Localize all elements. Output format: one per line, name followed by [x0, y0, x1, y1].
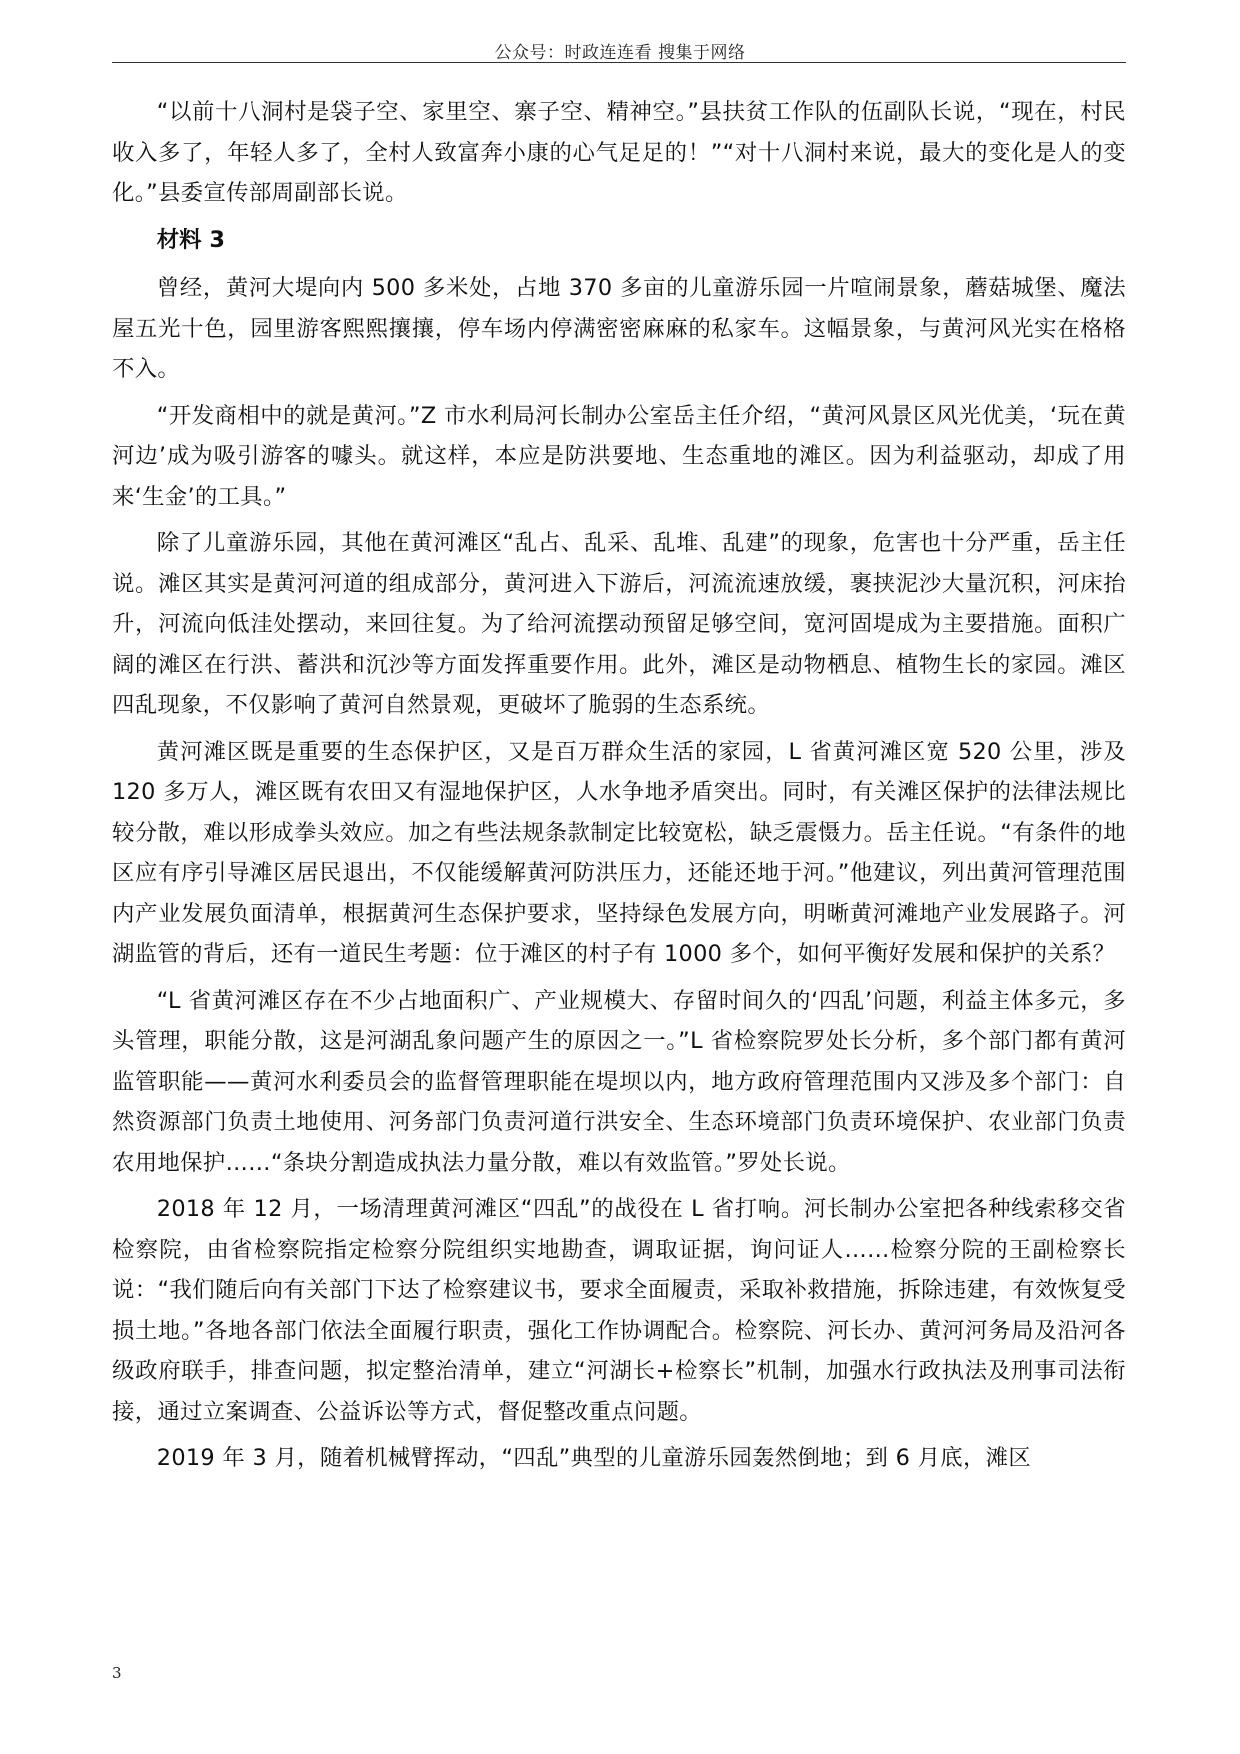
- header-divider: [112, 62, 1126, 63]
- page-header: 公众号：时政连连看 搜集于网络: [494, 43, 746, 63]
- page-number: 3: [112, 1664, 122, 1682]
- paragraph-3: “开发商相中的就是黄河。”Z 市水利局河长制办公室岳主任介绍，“黄河风景区风光优美，‘玩在黄河边’成为吸引游客的噱头。就这样，本应是防洪要地、生态重地的滩区。因为利益驱动，却成了用来‘生金’的工具。”: [112, 402, 1126, 510]
- paragraph-8: 2019 年 3 月，随着机械臂挥动，“四乱”典型的儿童游乐园轰然倒地；到 6 月底，滩区: [156, 1445, 1032, 1471]
- paragraph-2: 曾经，黄河大堤向内 500 多米处，占地 370 多亩的儿童游乐园一片喧闹景象，蘑菇城堡、魔法屋五光十色，园里游客熙熙攘攘，停车场内停满密密麻麻的私家车。这幅景象，与黄河风光实在格格不入。: [112, 275, 1126, 382]
- section-heading-material-3: 材料 3: [156, 226, 225, 253]
- paragraph-5: 黄河滩区既是重要的生态保护区，又是百万群众生活的家园，L 省黄河滩区宽 520 公里，涉及 120 多万人，滩区既有农田又有湿地保护区，人水争地矛盾突出。同时，有关滩区保护的法律法规比较分散，难以形成拳头效应。加之有些法规条款制定比较宽松，缺乏震慑力。岳主任说。“有条件的地区应有序引导滩区居民退出，不仅能缓解黄河防洪压力，还能还地于河。”他建议，列出黄河管理范围内产业发展负面清单，根据黄河生态保护要求，坚持绿色发展方向，明晰黄河滩地产业发展路子。河湖监管的背后，还有一道民生考题：位于滩区的村子有 1000 多个，如何平衡好发展和保护的关系？: [112, 738, 1126, 967]
- document-body: [112, 92, 1126, 1485]
- paragraph-7: 2018 年 12 月，一场清理黄河滩区“四乱”的战役在 L 省打响。河长制办公室把各种线索移交省检察院，由省检察院指定检察分院组织实地勘查，调取证据，询问证人……检察分院的王副检察长说：“我们随后向有关部门下达了检察建议书，要求全面履责，采取补救措施，拆除违建，有效恢复受损土地。”各地各部门依法全面履行职责，强化工作协调配合。检察院、河长办、黄河河务局及沿河各级政府联手，排查问题，拟定整治清单，建立“河湖长+检察长”机制，加强水行政执法及刑事司法衔接，通过立案调查、公益诉讼等方式，督促整改重点问题。: [112, 1196, 1126, 1425]
- paragraph-4: 除了儿童游乐园，其他在黄河滩区“乱占、乱采、乱堆、乱建”的现象，危害也十分严重，岳主任说。滩区其实是黄河河道的组成部分，黄河进入下游后，河流流速放缓，裹挟泥沙大量沉积，河床抬升，河流向低洼处摆动，来回往复。为了给河流摆动预留足够空间，宽河固堤成为主要措施。面积广阔的滩区在行洪、蓄洪和沉沙等方面发挥重要作用。此外，滩区是动物栖息、植物生长的家园。滩区四乱现象，不仅影响了黄河自然景观，更破坏了脆弱的生态系统。: [112, 530, 1126, 718]
- paragraph-1: “以前十八洞村是袋子空、家里空、寨子空、精神空。”县扶贫工作队的伍副队长说，“现在，村民收入多了，年轻人多了，全村人致富奔小康的心气足足的！”“对十八洞村来说，最大的变化是人的变化。”县委宣传部周副部长说。: [112, 99, 1126, 206]
- paragraph-6: “L 省黄河滩区存在不少占地面积广、产业规模大、存留时间久的‘四乱’问题，利益主体多元，多头管理，职能分散，这是河湖乱象问题产生的原因之一。”L 省检察院罗处长分析，多个部门都有黄河监管职能——黄河水利委员会的监督管理职能在堤坝以内，地方政府管理范围内又涉及多个部门：自然资源部门负责土地使用、河务部门负责河道行洪安全、生态环境部门负责环境保护、农业部门负责农用地保护……“条块分割造成执法力量分散，难以有效监管。”罗处长说。: [112, 987, 1126, 1176]
